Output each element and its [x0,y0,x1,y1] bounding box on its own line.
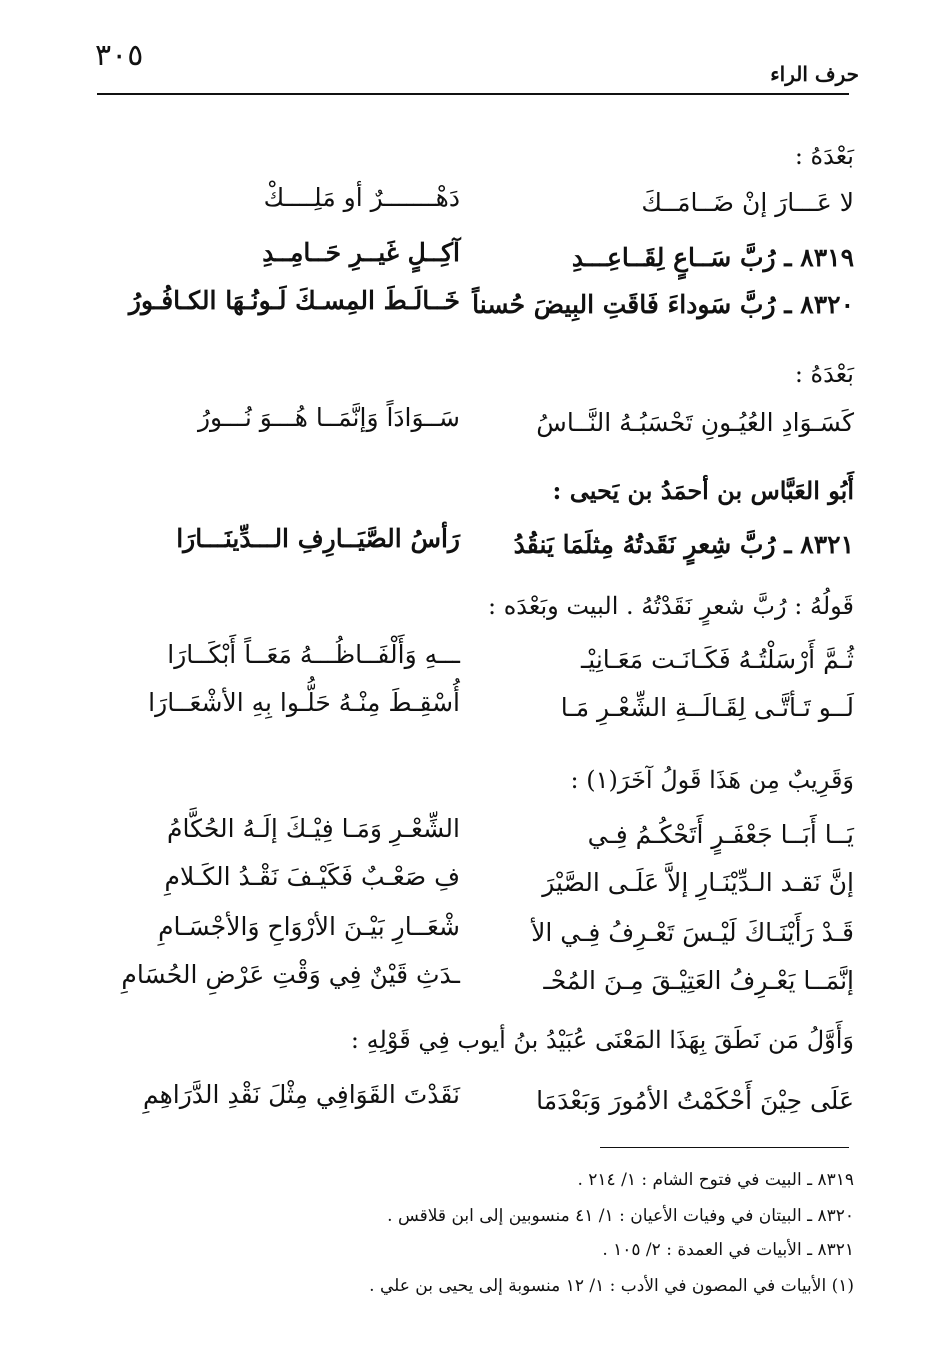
footnote: (١) الأبيات في المصون في الأدب : ١/ ١٢ منسوبة إلى يحيى بن علي . [369,1276,854,1296]
verse-right-hemistich: لَــو تَـأتَّـى لِقَـالَــةِ الشِّعْـرِ مَـا [560,693,854,722]
verse-left-hemistich: سَــوَادَاً وَإنَّمَــا هُـــوَ نُـــورُ [197,403,460,432]
verse-left-hemistich: دَهْـــــــرٌ أو مَلِــــكْ [263,183,460,212]
verse-right-hemistich: ٨٣١٩ ـ رُبَّ سَــاعٍ لِقَــاعِـــدِ [571,243,854,272]
footnote: ٨٣١٩ ـ البيت في فتوح الشام : ١/ ٢١٤ . [577,1170,854,1190]
verse-right-hemistich: إنَّ نَقـد الـدِّيْنَـارِ إلاَّ عَلَـى الصَّيْرَ [542,868,854,897]
intro-line: بَعْدَهُ : [794,142,854,170]
verse-left-hemistich: رَأسُ الصَّيَــارِفِ الـــدِّينَـــارَا [176,524,460,553]
verse-right-hemistich: كَسَـوَادِ العُيُـونِ تَحْسَبُـهُ النَّــاسُ [536,408,854,437]
verse-right-hemistich: ٨٣٢١ ـ رُبَّ شِعرٍ نَقَدتُهُ مِثلَمَا يَنقُدُ [513,530,854,559]
page-number: ٣٠٥ [95,38,144,73]
commentary-line: قَولُهُ : رُبَّ شعرٍ نَقَدْتُهُ . البيت وبَعْدَه : [487,592,854,620]
footnote: ٨٣٢١ ـ الأبيات في العمدة : ٢/ ١٠٥ . [602,1240,854,1260]
header-rule [97,93,849,95]
verse-left-hemistich: الشِّعْـرِ وَمَـا فِيْـكَ إلَـهُ الحُكَّامُ [166,814,460,843]
running-title: حرف الراء [770,62,859,86]
commentary-line: وَقَرِيبٌ مِن هَذَا قَولُ آخَرَ(١) : [570,766,854,794]
verse-right-hemistich: إنَّمَــا يَعْـرِفُ العَتِيْـقَ مِـنَ المُحْـ [543,966,854,995]
verse-right-hemistich: عَلَى حِيْنَ أَحْكَمْتُ الأمُورَ وَبَعْدَمَا [536,1086,854,1115]
verse-right-hemistich: ثُـمَّ أَرْسَلْتُـهُ فَكَـانَـت مَعَـانِيْـ [580,645,854,674]
poet-name: أَبُو العَبَّاس بن أحمَدُ بن يَحيى : [552,476,854,505]
verse-left-hemistich: نَقَدْتَ القَوَافِي مِثْلَ نَقْدِ الدَّرَاهِمِ [142,1080,460,1109]
verse-right-hemistich: لا عَـــارَ إنْ ضَــامَــكَ [641,188,854,217]
verse-left-hemistich: آكِــلٍ غَيــرِ حَــامِــدِ [262,238,460,267]
verse-left-hemistich: أُسْقِـطَ مِنْـهُ حَلُّـوا بِهِ الأشْعَــارَا [148,688,460,717]
intro-line: بَعْدَهُ : [794,360,854,388]
verse-right-hemistich: ٨٣٢٠ ـ رُبَّ سَوداءَ فَاقَتِ البِيضَ حُسناً [472,290,854,319]
verse-left-hemistich: ـدَثِ قَيْنٌ فِي وَقْتِ عَرْضِ الحُسَامِ [121,960,460,989]
footnote-rule [600,1147,849,1148]
footnote: ٨٣٢٠ ـ البيتان في وفيات الأعيان : ١/ ٤١ منسوبين إلى ابن قلاقس . [387,1206,854,1226]
verse-right-hemistich: قَـدْ رَأَيْنَـاكَ لَيْـسَ تَعْـرِفُ فِـي الأ [531,918,854,947]
verse-right-hemistich: يَــا أَبَــا جَعْفَـرٍ أَتَحْكُـمُ فِـي [587,820,854,849]
verse-left-hemistich: شْعَــارِ بَيْـنَ الأرْوَاحِ وَالأجْسَـامِ [158,912,460,941]
commentary-line: وَأَوَّلُ مَن نَطَقَ بِهَذَا المَعْنَى عُبَيْدُ بنُ أيوب فِي قَوْلِهِ : [350,1026,854,1054]
verse-left-hemistich: خَــالَـطَ المِسـكَ لَـونُـهَا الكـافُـورُ [128,286,460,315]
verse-left-hemistich: ـــهِ وَأَلْفَــاظُـــهُ مَعَــاً أَبْكَــارَا [167,640,460,669]
verse-left-hemistich: فِ صَعْـبٌ فَكَيْـفَ نَقْـدُ الكَـلامِ [164,862,460,891]
